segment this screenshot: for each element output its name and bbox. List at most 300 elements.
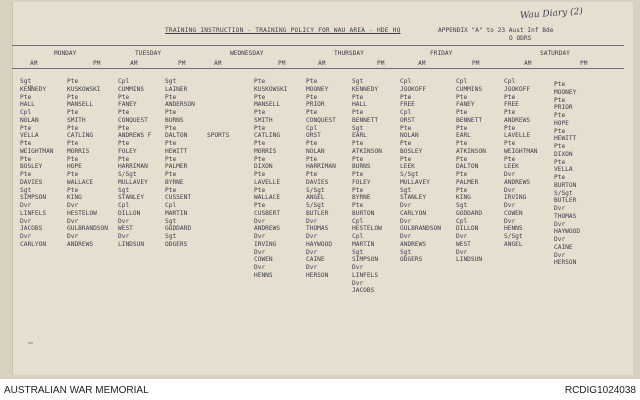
name-entry: DILLON [456,225,479,233]
rank-entry: Pte [456,186,468,194]
name-entry: HENNS [504,225,523,233]
rank-entry: Dvr [554,205,566,212]
rank-entry: Cpl [306,124,318,132]
rank-entry: Dvr [456,233,468,240]
rank-entry: Dvr [400,233,412,240]
rank-entry: Dvr [352,264,364,271]
name-entry: ANGEL [306,194,325,202]
rank-entry: Sgt [165,233,177,240]
name-entry: CAINE [554,243,573,251]
header-am: AM [524,60,532,67]
rank-entry: Pte [400,155,412,163]
rank-entry: Cpl [118,202,130,209]
name-entry: SMITH [254,116,273,124]
name-entry: BENNETT [352,116,379,124]
rank-entry: Pte [352,140,364,147]
name-entry: MOONEY [554,88,577,96]
rank-entry: Pte [306,140,318,147]
rank-entry: Pte [456,109,468,116]
name-entry: ANDREWS [504,178,531,186]
name-entry: CUMMINS [456,85,483,93]
name-entry: PRIOR [306,101,325,109]
rank-entry: Pte [306,109,318,116]
name-entry: MORRIS [67,147,90,155]
rank-entry: Cpl [456,217,468,225]
name-entry: HAYWOOD [306,240,333,248]
rank-entry: Sgt [20,78,32,85]
name-entry: LAINER [165,85,188,93]
name-entry: KUSKOWSKI [67,85,101,93]
rank-entry: Dvr [400,202,412,209]
name-entry: ODGERS [165,240,188,248]
name-entry: BENNETT [456,116,483,124]
name-entry: MANSELL [254,101,281,109]
rank-entry: Pte [67,171,79,178]
document-title: TRAINING INSTRUCTION - TRAINING POLICY FOR WAU AREA - HDE HQ [165,27,401,34]
name-entry: CUMMINS [118,85,145,93]
name-entry: IRVING [254,240,277,248]
name-entry: ODGERS [400,256,423,264]
name-entry: PRIOR [554,104,573,112]
column-saturday-am [504,78,538,249]
header-am: AM [130,60,138,67]
name-entry: BURTON [554,181,577,189]
rank-entry: Pte [504,140,516,147]
name-entry: DAVIES [20,178,43,186]
rank-entry: Pte [456,124,468,132]
name-entry: NOLAN [400,132,419,140]
name-entry: ANDREWS [504,116,531,124]
name-entry: HOPE [67,163,82,171]
order-reference: O ODRS [509,35,532,42]
name-entry: DILLON [118,209,141,217]
name-entry: LAVELLE [254,178,281,186]
blank-line [207,117,229,125]
name-entry: COWEN [504,209,523,217]
name-entry: IRVING [504,194,527,202]
name-entry: CAINE [306,256,325,264]
rank-entry: Pte [118,109,130,116]
rank-entry: Pte [400,140,412,147]
rank-entry: Sgt [352,124,364,132]
name-entry: THOMAS [554,212,577,220]
header-pm: PM [472,60,480,67]
rank-entry: Pte [306,78,318,85]
rank-entry: Pte [67,155,79,163]
name-entry: WEIGHTMAN [20,147,54,155]
rank-entry: Cpl [165,202,177,209]
name-entry: LINDSUN [456,256,483,264]
name-entry: MOONEY [306,85,329,93]
name-entry: MULLAVEY [118,178,148,186]
archive-footer [0,379,640,400]
rank-entry: Pte [504,93,516,101]
name-entry: FREE [504,101,519,109]
name-entry: ANDREWS [67,240,94,248]
rank-entry: Pte [504,124,516,132]
rank-entry: Pte [165,155,177,163]
rank-entry: Sgt [165,217,177,225]
rank-entry: Pte [67,124,79,132]
name-entry: HALL [352,101,367,109]
rank-entry: Pte [554,112,566,119]
rank-entry: Dvr [456,248,468,256]
rank-entry: Cpl [504,78,516,85]
blank-line [207,78,229,86]
rank-entry: Pte [20,140,32,147]
rank-entry: Pte [165,93,177,101]
column-friday-am [400,78,441,264]
name-entry: DALTON [165,132,188,140]
name-entry: FANEY [118,101,137,109]
name-entry: HOPE [554,119,569,127]
name-entry: CONQUEST [306,116,336,124]
column-tuesday-pm [165,78,195,249]
name-entry: JOOKOFF [504,85,531,93]
name-entry: ORST [306,132,321,140]
rank-entry: Dvr [67,202,79,209]
name-entry: BURTON [352,209,375,217]
rank-entry: Pte [254,186,266,194]
rank-entry: S/Sgt [306,186,325,194]
name-entry: KENNEDY [352,85,379,93]
rank-entry: Pte [67,93,79,101]
name-entry: NOLAN [306,147,325,155]
rank-entry: Pte [504,109,516,116]
name-entry: HERSON [554,259,577,267]
blank-line [207,125,229,133]
name-entry: KUSKOWSKI [254,85,288,93]
name-entry: LINFELS [352,271,379,279]
rank-entry: Pte [165,186,177,194]
rank-entry: Pte [165,140,177,147]
rank-entry: Pte [306,171,318,178]
rank-entry: Pte [20,171,32,178]
header-am: AM [318,60,326,67]
name-entry: HAYWOOD [554,228,581,236]
rank-entry: Pte [20,124,32,132]
rank-entry: S/Sgt [400,171,419,178]
rank-entry: Pte [254,171,266,178]
name-entry: WEST [118,225,133,233]
rank-entry: Dvr [67,217,79,225]
name-entry: CONQUEST [118,116,148,124]
name-entry: FANEY [456,101,475,109]
name-entry: CUSSENT [165,194,192,202]
rank-entry: Pte [352,171,364,178]
name-entry: KENNEDY [20,85,47,93]
rank-entry: Cpl [118,78,130,85]
name-entry: GULBRANDSON [67,225,108,233]
name-entry: GODDARD [165,225,192,233]
rank-entry: Dvr [254,248,266,256]
name-entry: CATLING [67,132,94,140]
name-entry: FOLEY [352,178,371,186]
rank-entry: Pte [254,140,266,147]
name-entry: HALL [20,101,35,109]
day-header-friday: FRIDAY [430,50,453,57]
name-entry: LINFELS [20,209,47,217]
name-entry: HEWITT [165,147,188,155]
column-thursday-am [306,78,336,280]
rank-entry: Cpl [20,109,32,116]
rank-entry: Pte [352,109,364,116]
blank-line [207,86,229,94]
name-entry: LEEK [400,163,415,171]
day-header-saturday: SATURDAY [540,50,570,57]
rank-entry: Pte [20,155,32,163]
rank-entry: Dvr [554,251,566,259]
rank-entry: Dvr [554,236,566,243]
name-entry: HEWITT [554,135,577,143]
rank-entry: Pte [306,155,318,163]
archive-id: RCDIG1024038 [564,385,636,396]
rank-entry: Pte [456,171,468,178]
rank-entry: Dvr [504,217,516,225]
name-entry: BURNS [352,163,371,171]
rank-entry: Pte [504,155,516,163]
rank-entry: Dvr [20,217,32,225]
rank-entry: Sgt [165,78,177,85]
rank-entry: Pte [254,93,266,101]
rank-entry: Pte [20,93,32,101]
name-entry: CARLYON [20,240,47,248]
name-entry: VELLA [554,166,573,174]
name-entry: JACOBS [352,287,375,295]
header-pm: PM [278,60,286,67]
name-entry: HARRIMAN [306,163,336,171]
name-entry: DAVIES [306,178,329,186]
rank-entry: Pte [254,124,266,132]
rank-entry: Dvr [20,202,32,209]
rank-entry: Cpl [352,233,364,240]
name-entry: CATLING [254,132,281,140]
header-pm: PM [580,60,588,67]
blank-line [207,109,229,117]
blank-line [207,101,229,109]
appendix-reference: APPENDIX "A" to 23 Aust Inf Bde [438,27,554,34]
rank-entry: Pte [118,124,130,132]
rank-entry: Cpl [352,217,364,225]
column-saturday-pm [554,81,580,267]
name-entry: WEST [456,240,471,248]
rank-entry: Pte [400,124,412,132]
name-entry: THOMAS [306,225,329,233]
rank-entry: S/Sgt [118,171,137,178]
rank-entry: Dvr [20,233,32,240]
rank-entry: Dvr [352,279,364,287]
rank-entry: Pte [165,124,177,132]
rank-entry: Pte [254,109,266,116]
name-entry: ATKINSON [352,147,382,155]
name-entry: WALLACE [254,194,281,202]
rank-entry: Dvr [504,186,516,194]
name-entry: STANLEY [400,194,427,202]
day-header-monday: MONDAY [54,50,77,57]
rank-entry: Pte [254,78,266,85]
name-entry: DIXON [554,150,573,158]
name-entry: MARTIN [165,209,188,217]
rank-entry: S/Sgt [504,233,523,240]
rank-entry: Dvr [67,233,79,240]
rank-entry: Pte [554,158,566,166]
name-entry: KING [456,194,471,202]
name-entry: ORST [400,116,415,124]
rank-entry: Dvr [254,233,266,240]
header-pm: PM [178,60,186,67]
name-entry: MULLAVEY [400,178,430,186]
rank-entry: Pte [165,171,177,178]
name-entry: SPORTS [207,132,230,140]
rank-entry: Dvr [118,217,130,225]
header-pm: PM [93,60,101,67]
staple-hole [28,342,33,344]
name-entry: SIMPSON [20,194,47,202]
name-entry: HESTELOW [352,225,382,233]
rank-entry: Dvr [504,202,516,209]
day-header-tuesday: TUESDAY [135,50,162,57]
day-header-thursday: THURSDAY [334,50,364,57]
rank-entry: Pte [456,140,468,147]
column-monday-am [20,78,54,249]
name-entry: GODDARD [456,209,483,217]
rank-entry: Cpl [456,78,468,85]
column-monday-pm [67,78,108,249]
name-entry: EARL [456,132,471,140]
name-entry: PALMER [165,163,188,171]
name-entry: SMITH [67,116,86,124]
rank-entry: Dvr [118,233,130,240]
rank-entry: Dvr [254,264,266,271]
archive-name: AUSTRALIAN WAR MEMORIAL [4,385,149,396]
rank-entry: Pte [254,202,266,209]
rank-entry: Pte [554,96,566,104]
name-entry: VELLA [20,132,39,140]
name-entry: STANLEY [118,194,145,202]
blank-line [207,94,229,102]
name-entry: MARTIN [352,240,375,248]
name-entry: CUSBERT [254,209,281,217]
rank-entry: Cpl [400,78,412,85]
rank-entry: Pte [118,155,130,163]
name-entry: BOSLEY [20,163,43,171]
table-top-rule [12,45,624,46]
rank-entry: Pte [352,202,364,209]
name-entry: MORRIS [254,147,277,155]
name-entry: LINDSUN [118,240,145,248]
rank-entry: Cpl [400,109,412,116]
name-entry: DIXON [254,163,273,171]
name-entry: JACOBS [20,225,43,233]
name-entry: CARLYON [400,209,427,217]
rank-entry: Pte [352,93,364,101]
rank-entry: Pte [400,93,412,101]
rank-entry: Pte [554,174,566,181]
name-entry: COWEN [254,256,273,264]
rank-entry: Dvr [504,171,516,178]
column-wednesday-pm [254,78,288,280]
rank-entry: Pte [554,81,566,88]
column-wednesday-am [207,78,229,140]
name-entry: JOOKOFF [400,85,427,93]
rank-entry: Sgt [400,186,412,194]
rank-entry: Sgt [352,248,364,256]
name-entry: ANDREWS [254,225,281,233]
column-tuesday-am [118,78,152,249]
name-entry: ATKINSON [456,147,486,155]
header-am: AM [30,60,38,67]
rank-entry: Dvr [306,264,318,271]
name-entry: SIMPSON [352,256,379,264]
rank-entry: Pte [306,93,318,101]
header-am: AM [214,60,222,67]
name-entry: WEIGHTMAN [504,147,538,155]
name-entry: MANSELL [67,101,94,109]
name-entry: EARL [352,132,367,140]
name-entry: BUTLER [306,209,329,217]
name-entry: BUTLER [554,197,577,205]
rank-entry: Sgt [20,186,32,194]
name-entry: PALMER [456,178,479,186]
rank-entry: S/Sgt [306,202,325,209]
rank-entry: Pte [554,143,566,150]
rank-entry: S/Sgt [554,189,573,197]
name-entry: FOLEY [118,147,137,155]
rank-entry: Pte [118,93,130,101]
rank-entry: Pte [456,155,468,163]
column-thursday-pm [352,78,382,295]
rank-entry: Sgt [352,78,364,85]
rank-entry: Pte [554,127,566,135]
header-bottom-rule [12,68,624,69]
name-entry: KING [67,194,82,202]
name-entry: BYRNE [165,178,184,186]
name-entry: FREE [400,101,415,109]
rank-entry: Pte [352,186,364,194]
rank-entry: Pte [67,186,79,194]
rank-entry: Pte [67,140,79,147]
name-entry: BOSLEY [400,147,423,155]
name-entry: HESTELOW [67,209,97,217]
name-entry: GULBRANDSON [400,225,441,233]
name-entry: BURNS [165,116,184,124]
rank-entry: Pte [67,109,79,116]
header-pm: PM [377,60,385,67]
handwritten-note: Wau Diary (2) [519,6,584,22]
rank-entry: Pte [67,78,79,85]
name-entry: LAVELLE [504,132,531,140]
day-header-wednesday: WEDNESDAY [230,50,264,57]
rank-entry: Sgt [400,248,412,256]
rank-entry: Dvr [254,217,266,225]
rank-entry: Sgt [456,202,468,209]
name-entry: BYRNE [352,194,371,202]
header-am: AM [418,60,426,67]
rank-entry: Dvr [400,217,412,225]
rank-entry: Sgt [118,186,130,194]
name-entry: DALTON [456,163,479,171]
name-entry: HENNS [254,271,273,279]
rank-entry: Pte [456,93,468,101]
rank-entry: Pte [352,155,364,163]
name-entry: HARRIMAN [118,163,148,171]
rank-entry: Dvr [306,217,318,225]
rank-entry: Dvr [554,220,566,228]
rank-entry: Dvr [306,248,318,256]
name-entry: ANDREWS [400,240,427,248]
name-entry: NOLAN [20,116,39,124]
name-entry: ANDREWS F [118,132,152,140]
